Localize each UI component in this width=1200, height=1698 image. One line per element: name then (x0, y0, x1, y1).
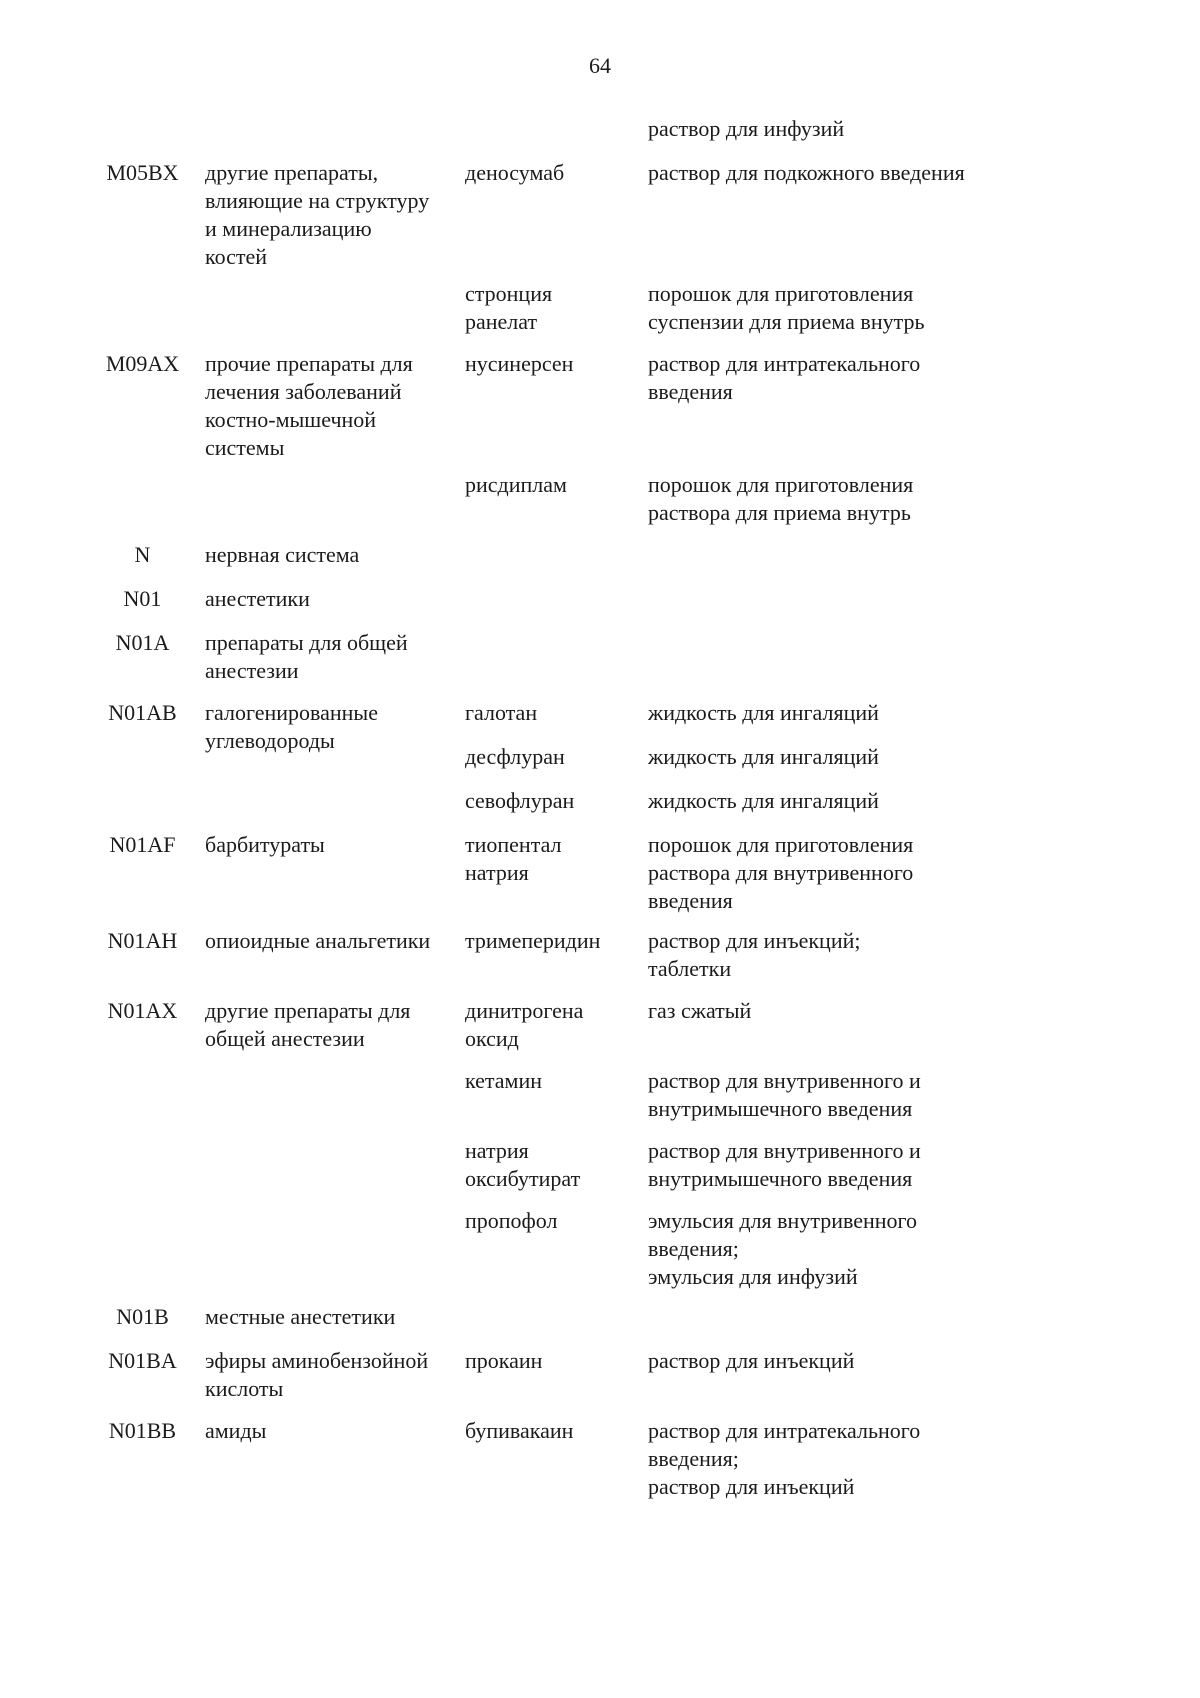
table-row (0, 1067, 1200, 1137)
table-row (0, 541, 1200, 585)
atc-code: N (134, 542, 151, 567)
atc-code: N01AH (107, 928, 178, 953)
group-name: местные анестетики (205, 1304, 396, 1329)
dosage-form: раствор для инфузий (648, 116, 845, 141)
dosage-form: жидкость для ингаляций (648, 700, 879, 725)
group-name: прочие препараты для лечения заболеваний костно-мышечной системы (205, 351, 413, 460)
table-row (0, 927, 1200, 997)
dosage-form: раствор для подкожного введения (648, 160, 965, 185)
drug-name: деносумаб (465, 160, 565, 185)
drug-name: натрия оксибутират (465, 1138, 581, 1191)
atc-code: M09AX (105, 351, 180, 376)
group-name: эфиры аминобензойной кислоты (205, 1348, 429, 1401)
table-row (0, 1347, 1200, 1417)
dosage-form: раствор для интратекального введения (648, 351, 921, 404)
table-row (0, 629, 1200, 699)
dosage-form: раствор для инъекций (648, 1348, 855, 1373)
drug-name: тримеперидин (465, 928, 601, 953)
group-name: препараты для общей анестезии (205, 630, 408, 683)
dosage-form: жидкость для ингаляций (648, 744, 879, 769)
group-name: амиды (205, 1418, 267, 1443)
drug-name: севофлуран (465, 788, 575, 813)
table-row (0, 1417, 1200, 1513)
drug-name: прокаин (465, 1348, 543, 1373)
drug-name: пропофол (465, 1208, 558, 1233)
group-name: другие препараты, влияющие на структуру и минерализацию костей (205, 160, 430, 269)
atc-code: N01BA (108, 1348, 177, 1373)
drug-name: кетамин (465, 1068, 543, 1093)
group-name: анестетики (205, 586, 310, 611)
drug-table (0, 115, 1200, 1513)
table-row (0, 831, 1200, 927)
dosage-form: жидкость для ингаляций (648, 788, 879, 813)
dosage-form: раствор для интратекального введения; раствор для инъекций (648, 1418, 921, 1499)
table-row (0, 159, 1200, 280)
table-row (0, 471, 1200, 541)
dosage-form: порошок для приготовления раствора для внутривенного введения (648, 832, 914, 913)
dosage-form: раствор для внутривенного и внутримышечного введения (648, 1138, 921, 1191)
table-row (0, 699, 1200, 753)
group-name: нервная система (205, 542, 360, 567)
drug-name: динитрогена оксид (465, 998, 584, 1051)
dosage-form: эмульсия для внутривенного введения; эмульсия для инфузий (648, 1208, 918, 1289)
table-row (0, 1303, 1200, 1347)
dosage-form: порошок для приготовления раствора для приема внутрь (648, 472, 914, 525)
group-name: галогенированные углеводороды (205, 700, 378, 753)
table-row (0, 1137, 1200, 1207)
dosage-form: порошок для приготовления суспензии для приема внутрь (648, 281, 925, 334)
atc-code: N01AF (109, 832, 176, 857)
dosage-form: раствор для внутривенного и внутримышечного введения (648, 1068, 921, 1121)
group-name: барбитураты (205, 832, 325, 857)
table-row (0, 115, 1200, 159)
dosage-form: раствор для инъекций; таблетки (648, 928, 861, 981)
drug-name: рисдиплам (465, 472, 567, 497)
atc-code: N01BB (108, 1418, 177, 1443)
table-row (0, 1207, 1200, 1303)
atc-code: N01 (123, 586, 162, 611)
group-name: опиоидные анальгетики (205, 928, 431, 953)
page-number: 64 (589, 53, 611, 78)
table-row (0, 350, 1200, 471)
drug-name: галотан (465, 700, 538, 725)
table-row (0, 585, 1200, 629)
atc-code: M05BX (106, 160, 179, 185)
drug-name: нусинерсен (465, 351, 574, 376)
table-row (0, 280, 1200, 350)
atc-code: N01AB (108, 700, 177, 725)
atc-code: N01AX (107, 998, 178, 1023)
table-row (0, 787, 1200, 831)
drug-name: бупивакаин (465, 1418, 574, 1443)
atc-code: N01A (115, 630, 170, 655)
table-row (0, 743, 1200, 787)
drug-name: стронция ранелат (465, 281, 553, 334)
group-name: другие препараты для общей анестезии (205, 998, 411, 1051)
dosage-form: газ сжатый (648, 998, 752, 1023)
drug-name: тиопентал натрия (465, 832, 562, 885)
atc-code: N01B (116, 1304, 169, 1329)
table-row (0, 997, 1200, 1067)
drug-name: десфлуран (465, 744, 565, 769)
